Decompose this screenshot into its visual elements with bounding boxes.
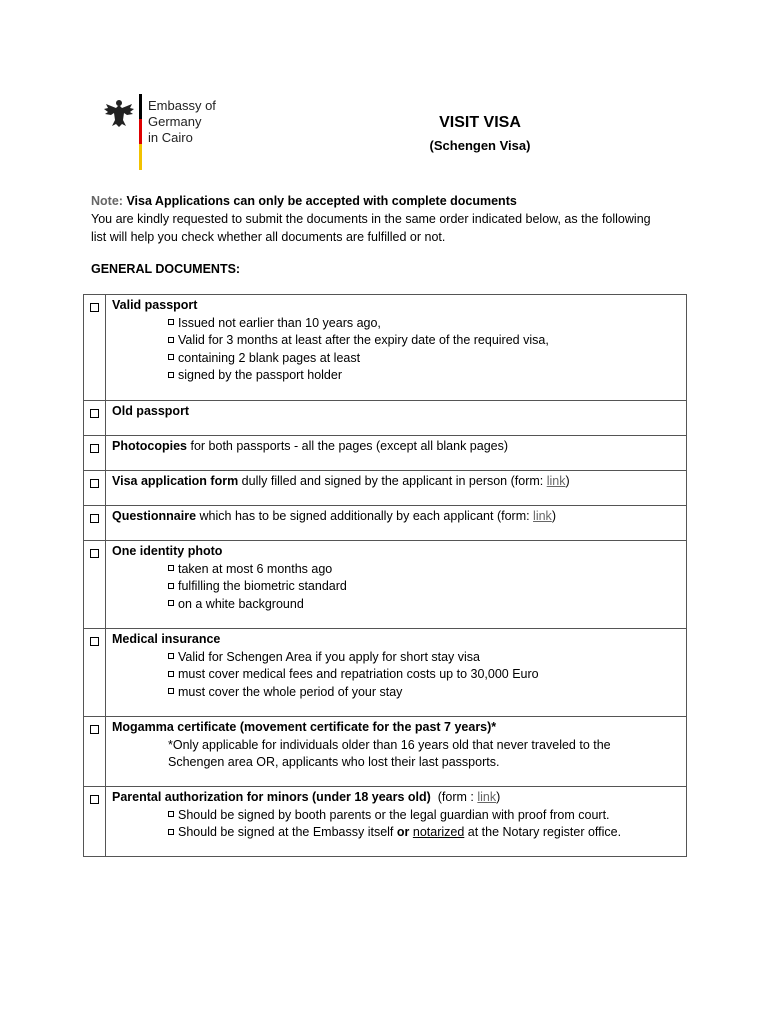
form-link[interactable]: link (477, 790, 497, 804)
checkbox[interactable] (90, 549, 99, 558)
item-cell (106, 717, 687, 787)
table-row (84, 436, 687, 471)
page-title: VISIT VISA (439, 114, 521, 131)
item-cell (106, 787, 687, 857)
table-row (84, 506, 687, 541)
form-link[interactable]: link (546, 474, 566, 488)
checkbox-cell (84, 471, 106, 506)
sub-item (112, 649, 680, 667)
item-text-end: ) (551, 509, 556, 523)
sub-item (112, 807, 680, 825)
item-text-end: ) (565, 474, 570, 488)
item-text: dully filled and signed by the applicant in person (form: (238, 474, 547, 488)
bullet-icon (168, 565, 174, 571)
sub-item-text: Valid for Schengen Area if you apply for short stay visa (178, 649, 481, 664)
checkbox[interactable] (90, 725, 99, 734)
sub-item (112, 315, 680, 333)
sub-item-text: containing 2 blank pages at least (178, 350, 361, 365)
sub-item-text: Should be signed at the Embassy itself (178, 825, 397, 839)
table-row (84, 629, 687, 717)
bullet-icon (168, 372, 174, 378)
checkbox-cell (84, 629, 106, 717)
notarized-text: notarized (412, 825, 465, 839)
item-title: Questionnaire (112, 509, 197, 523)
checkbox[interactable] (90, 303, 99, 312)
sub-item (112, 332, 680, 350)
section-heading: GENERAL DOCUMENTS: (91, 262, 241, 276)
checkbox[interactable] (90, 479, 99, 488)
item-cell (106, 401, 687, 436)
item-text-end: ) (496, 790, 501, 804)
table-row (84, 717, 687, 787)
bullet-icon (168, 337, 174, 343)
bullet-icon (168, 688, 174, 694)
item-cell (106, 541, 687, 629)
bullet-icon (168, 829, 174, 835)
item-cell (106, 436, 687, 471)
checkbox-cell (84, 541, 106, 629)
sub-item-text: signed by the passport holder (178, 368, 342, 382)
sub-item-text: Should be signed by booth parents or the legal guardian with proof from court. (178, 807, 610, 822)
sub-item-text: fulfilling the biometric standard (178, 579, 347, 593)
sub-item-text-end: at the Notary register office. (464, 825, 622, 839)
embassy-name-line2: in Cairo (148, 130, 193, 145)
item-text: which has to be signed additionally by each applicant (form: (196, 509, 534, 523)
sub-item-text: Issued not earlier than 10 years ago, (178, 315, 381, 330)
form-link[interactable]: link (533, 509, 552, 523)
table-row (84, 541, 687, 629)
checkbox[interactable] (90, 444, 99, 453)
item-text: for both passports - all the pages (except all blank pages) (187, 439, 509, 453)
sub-item (112, 350, 680, 368)
note-line2: You are kindly requested to submit the documents in the same order indicated below, as the following (91, 212, 651, 226)
sub-item-text: taken at most 6 months ago (178, 561, 333, 576)
table-row (84, 471, 687, 506)
checkbox-cell (84, 717, 106, 787)
bullet-icon (168, 653, 174, 659)
bullet-icon (168, 354, 174, 360)
table-row (84, 787, 687, 857)
item-cell (106, 506, 687, 541)
embassy-logo (100, 94, 260, 172)
checkbox-cell (84, 787, 106, 857)
german-eagle-icon (102, 96, 136, 130)
sub-item-text: on a white background (178, 596, 304, 611)
sub-item-text: Valid for 3 months at least after the expiry date of the required visa, (178, 333, 549, 347)
or-text: or (396, 825, 410, 839)
checkbox-cell (84, 506, 106, 541)
checkbox-cell (84, 295, 106, 401)
table-row (84, 401, 687, 436)
item-title: Valid passport (112, 298, 198, 312)
item-cell (106, 295, 687, 401)
flag-bar (139, 94, 142, 170)
sub-item (112, 684, 680, 702)
checkbox-cell (84, 401, 106, 436)
bullet-icon (168, 600, 174, 606)
item-title: Visa application form (112, 474, 239, 488)
note-label: Note: (91, 194, 123, 208)
note-block (91, 192, 691, 246)
sub-item (112, 578, 680, 596)
documents-checklist (83, 294, 687, 857)
checkbox[interactable] (90, 637, 99, 646)
checkbox[interactable] (90, 514, 99, 523)
sub-item-text: must cover medical fees and repatriation costs up to 30,000 Euro (178, 667, 539, 681)
sub-item-text: must cover the whole period of your stay (178, 684, 403, 699)
sub-item (112, 596, 680, 614)
item-note: Schengen area OR, applicants who lost their last passports. (168, 755, 500, 769)
checkbox-cell (84, 436, 106, 471)
bullet-icon (168, 671, 174, 677)
checkbox[interactable] (90, 409, 99, 418)
item-title: Mogamma certificate (movement certificate for the past 7 years)* (112, 720, 497, 734)
page-subtitle: (Schengen Visa) (429, 138, 531, 153)
item-title: Medical insurance (112, 632, 221, 646)
sub-item (112, 824, 680, 842)
item-title: Old passport (112, 404, 190, 418)
embassy-name-line1: Embassy of Germany (148, 98, 216, 129)
item-cell (106, 629, 687, 717)
note-bold-text: Visa Applications can only be accepted with complete documents (126, 194, 517, 208)
bullet-icon (168, 319, 174, 325)
sub-item (112, 666, 680, 684)
sub-item (112, 561, 680, 579)
item-title: Photocopies (112, 439, 188, 453)
bullet-icon (168, 583, 174, 589)
item-text: (form : (430, 790, 478, 804)
item-title: Parental authorization for minors (under 18 years old) (112, 790, 431, 804)
note-line3: list will help you check whether all documents are fulfilled or not. (91, 230, 446, 244)
sub-item (112, 367, 680, 385)
table-row (84, 295, 687, 401)
item-cell (106, 471, 687, 506)
checkbox[interactable] (90, 795, 99, 804)
item-note: *Only applicable for individuals older than 16 years old that never traveled to the (168, 737, 611, 752)
embassy-name (148, 98, 260, 146)
item-title: One identity photo (112, 544, 223, 558)
bullet-icon (168, 811, 174, 817)
